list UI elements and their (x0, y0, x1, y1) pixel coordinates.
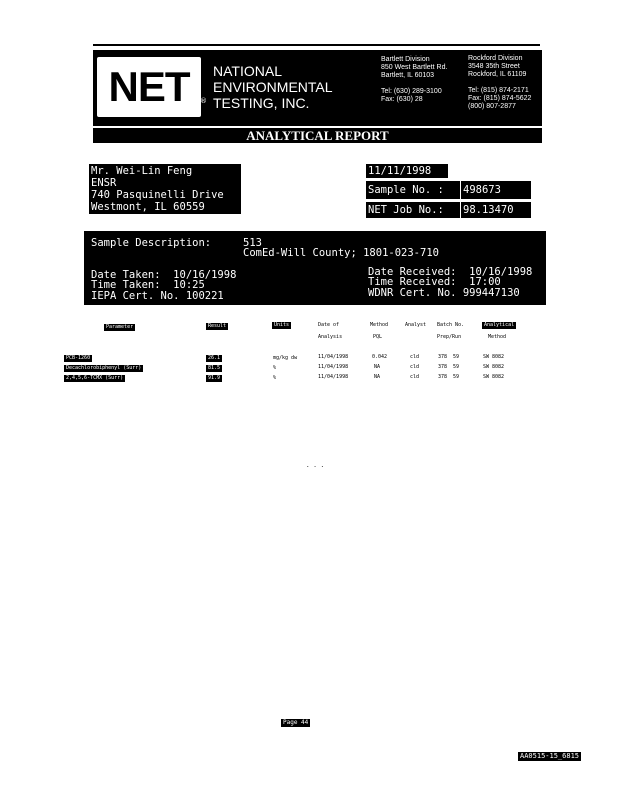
row-1-result: 26.1 (208, 355, 221, 361)
sample-no-value: 498673 (461, 181, 531, 199)
col-parameter: Parameter (106, 324, 134, 330)
row-3-analyst: cld (410, 374, 420, 380)
row-3-result: 91.9 (208, 375, 221, 381)
company-line-3: TESTING, INC. (213, 95, 310, 111)
document-id: AA0515-15_6815 (520, 752, 580, 760)
row-3-parameter: 2,4,5,6-TCMX (Surr) (66, 375, 124, 381)
report-date: 11/11/1998 (366, 164, 448, 178)
report-title: ANALYTICAL REPORT (93, 128, 542, 143)
time-received: Time Received: 17:00 (368, 276, 501, 288)
row-3-pql: NA (374, 374, 381, 380)
row-1-date: 11/04/1998 (318, 354, 349, 360)
row-2-date: 11/04/1998 (318, 364, 349, 370)
col-result: Result (208, 323, 227, 329)
bartlett-fax: Fax: (630) 28 (381, 96, 423, 103)
registered-mark: ® (200, 97, 207, 105)
rockford-tel: Tel: (815) 874-2171 (468, 87, 529, 94)
row-2-pql: NA (374, 364, 381, 370)
date-taken: Date Taken: 10/16/1998 (91, 269, 237, 281)
wdnr-cert: WDNR Cert. No. 999447130 (368, 287, 520, 299)
date-received: Date Received: 10/16/1998 (368, 266, 533, 278)
row-1-method: SW 8082 (483, 354, 505, 360)
header-rule (93, 44, 540, 46)
company-line-2: ENVIRONMENTAL (213, 79, 333, 95)
row-3-units: % (273, 375, 277, 381)
rockford-division (468, 55, 531, 111)
time-taken: Time Taken: 10:25 (91, 279, 205, 291)
bartlett-division (381, 56, 447, 104)
client-name: Mr. Wei-Lin Feng (91, 165, 193, 177)
bartlett-line-2: Bartlett, IL 60103 (381, 72, 435, 79)
rockford-phone: (800) 807-2877 (468, 103, 516, 110)
iepa-cert: IEPA Cert. No. 100221 (91, 290, 224, 302)
page-number: Page 44 (283, 719, 309, 726)
col-date-2: Analysis (318, 334, 343, 340)
bartlett-name: Bartlett Division (381, 56, 430, 63)
row-1-batch: 378 59 (438, 354, 460, 360)
row-3-batch: 378 59 (438, 374, 460, 380)
rockford-line-1: 3548 35th Street (468, 63, 520, 70)
row-2-result: 81.5 (208, 365, 221, 371)
client-city: Westmont, IL 60559 (91, 201, 205, 213)
sample-no-label: Sample No. : (366, 181, 460, 199)
row-2-method: SW 8082 (483, 364, 505, 370)
client-address (89, 164, 241, 214)
row-2-analyst: cld (410, 364, 420, 370)
col-batch-1: Batch No. (437, 322, 465, 328)
sample-desc-text: ComEd-Will County; 1801-023-710 (243, 247, 439, 259)
col-units: Units (274, 322, 290, 328)
row-2-units: % (273, 365, 277, 371)
row-1-units: mg/kg dw (273, 355, 298, 361)
job-no-value: 98.13470 (461, 202, 531, 218)
row-3-method: SW 8082 (483, 374, 505, 380)
col-analytical-2: Method (488, 334, 507, 340)
col-method-2: PQL (373, 334, 383, 340)
col-date-1: Date of (318, 322, 340, 328)
row-2-batch: 378 59 (438, 364, 460, 370)
client-org: ENSR (91, 177, 117, 189)
row-2-parameter: Decachlorobiphenyl (Surr) (66, 365, 142, 371)
sample-desc-label: Sample Description: (91, 237, 212, 249)
scan-speck: . . . (306, 462, 325, 469)
row-3-date: 11/04/1998 (318, 374, 349, 380)
col-batch-2: Prep/Run (437, 334, 462, 340)
company-name (213, 63, 333, 111)
bartlett-line-1: 850 West Bartlett Rd. (381, 64, 448, 71)
row-1-analyst: cld (410, 354, 420, 360)
row-1-pql: 0.042 (372, 354, 388, 360)
rockford-fax: Fax: (815) 874-5622 (468, 95, 532, 102)
col-method-1: Method (370, 322, 389, 328)
client-street: 740 Pasquinelli Drive (91, 189, 224, 201)
col-analytical-1: Analytical (484, 322, 515, 328)
col-analyst: Analyst (405, 322, 427, 328)
company-line-1: NATIONAL (213, 63, 282, 79)
sample-desc-code: 513 (243, 237, 262, 249)
rockford-line-2: Rockford, IL 61109 (468, 71, 527, 78)
row-1-parameter: PCB-1260 (66, 355, 91, 361)
job-no-label: NET Job No.: (366, 202, 460, 218)
net-logo: NET (108, 63, 190, 110)
bartlett-tel: Tel: (630) 289-3100 (381, 88, 442, 95)
rockford-name: Rockford Division (468, 55, 523, 62)
